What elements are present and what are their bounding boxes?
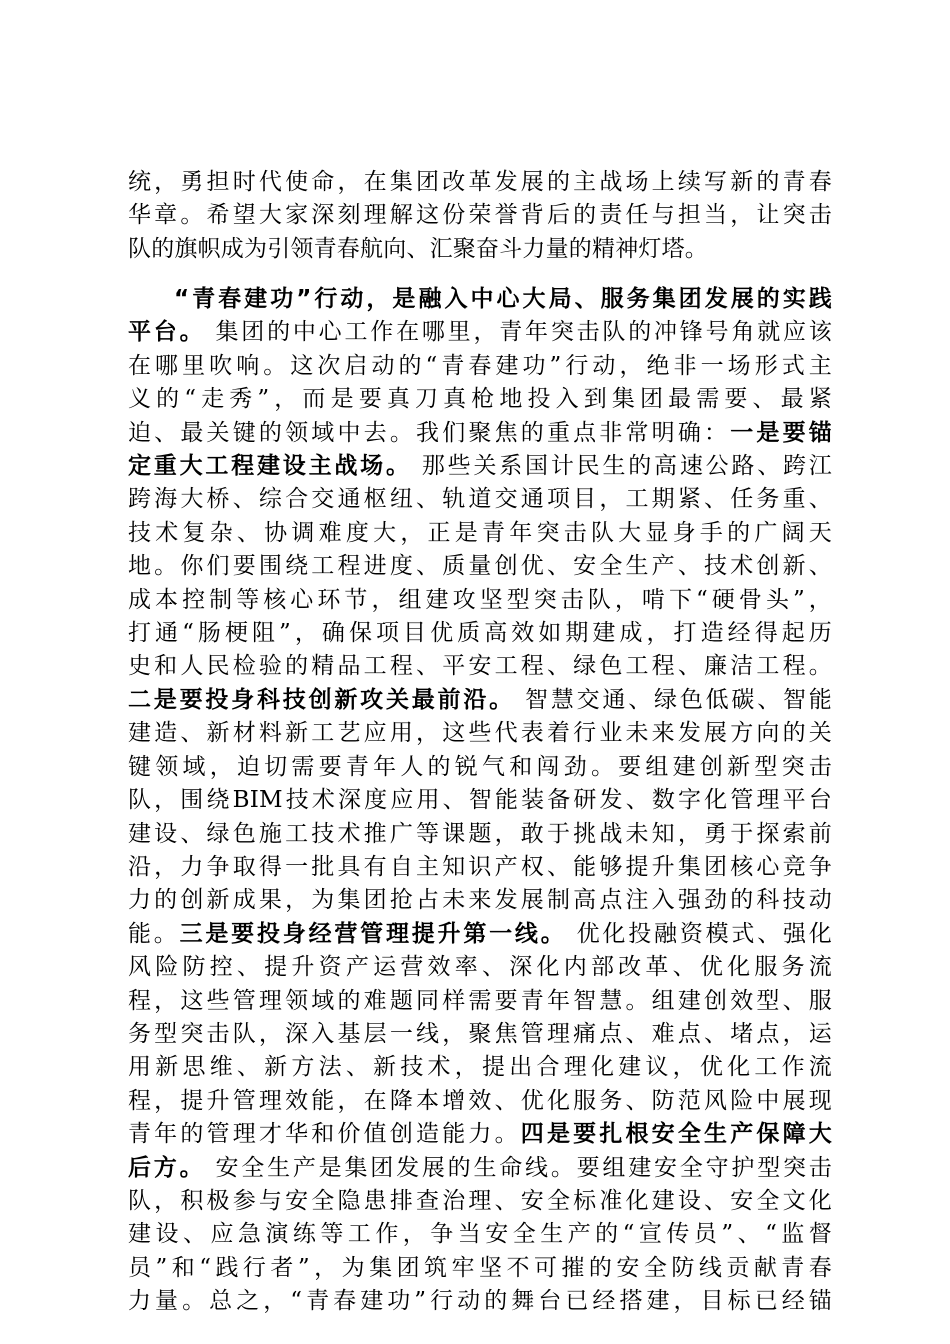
text-line: 程，这些管理领域的难题同样需要青年智慧。组建创效型、服 [128, 987, 832, 1014]
text-line: 力的创新成果，为集团抢占未来发展制高点注入强劲的科技动 [128, 887, 832, 914]
body-text: 集团的中心工作在哪里，青年突击队的冲锋号角就应该 [215, 319, 832, 346]
text-line [128, 417, 832, 450]
paragraph-continuation [128, 166, 832, 266]
text-line: 在哪里吹响。这次启动的“青春建功”行动，绝非一场形式主 [128, 352, 832, 379]
text-line: 键领域，迫切需要青年人的锐气和闯劲。要组建创新型突击 [128, 753, 832, 780]
bold-heading: “青春建功”行动，是融入中心大局、服务集团发展的实践 [174, 286, 832, 312]
text-line: 队，积极参与安全隐患排查治理、安全标准化建设、安全文化 [128, 1187, 832, 1214]
text-line: 技术复杂、协调难度大，正是青年突击队大显身手的广阔天 [128, 519, 832, 546]
text-line: 队的旗帜成为引领青春航向、汇聚奋斗力量的精神灯塔。 [128, 235, 708, 262]
text-line: 义的“走秀”，而是要真刀真枪地投入到集团最需要、最紧 [128, 386, 832, 413]
text-line [128, 684, 832, 717]
bold-point-2: 二是要投身科技创新攻关最前沿。 [128, 686, 515, 713]
body-text: 优化投融资模式、强化 [576, 920, 833, 947]
text-line: 队，围绕BIM技术深度应用、智能装备研发、数字化管理平台 [128, 787, 832, 814]
text-line: 风险防控、提升资产运营效率、深化内部改革、优化服务流 [128, 954, 832, 981]
body-text: 那些关系国计民生的高速公路、跨江 [421, 453, 833, 480]
text-line: 华章。希望大家深刻理解这份荣誉背后的责任与担当，让突击 [128, 202, 832, 229]
bold-heading: 平台。 [128, 319, 206, 346]
bold-point-4: 后方。 [128, 1154, 206, 1181]
text-line: 统，勇担时代使命，在集团改革发展的主战场上续写新的青春 [128, 169, 832, 195]
paragraph-youth-action [128, 283, 832, 1319]
text-line: 史和人民检验的精品工程、平安工程、绿色工程、廉洁工程。 [128, 653, 832, 680]
text-line: 地。你们要围绕工程进度、质量创优、安全生产、技术创新、 [128, 553, 832, 580]
text-line [128, 1118, 832, 1151]
text-line: 用新思维、新方法、新技术，提出合理化建议，优化工作流 [128, 1054, 832, 1081]
text-line: 跨海大桥、综合交通枢纽、轨道交通项目，工期紧、任务重、 [128, 486, 832, 513]
bold-point-1: 定重大工程建设主战场。 [128, 453, 412, 480]
text-line [128, 1152, 832, 1185]
text-line: 员”和“践行者”，为集团筑牢坚不可摧的安全防线贡献青春 [128, 1254, 832, 1281]
text-line: 建造、新材料新工艺应用，这些代表着行业未来发展方向的关 [128, 720, 832, 747]
text-line: 力量。总之，“青春建功”行动的舞台已经搭建，目标已经锚 [128, 1288, 832, 1315]
text-line: 建设、绿色施工技术推广等课题，敢于挑战未知，勇于探索前 [128, 820, 832, 847]
bold-point-3: 三是要投身经营管理提升第一线。 [179, 920, 567, 947]
text-line: 沿，力争取得一批具有自主知识产权、能够提升集团核心竞争 [128, 853, 832, 880]
text-line: 成本控制等核心环节，组建攻坚型突击队，啃下“硬骨头”， [128, 586, 832, 613]
body-text: 青年的管理才华和价值创造能力。 [128, 1121, 521, 1148]
text-line [128, 316, 832, 349]
bold-point-4: 四是要扎根安全生产保障大 [520, 1121, 832, 1148]
text-line [128, 450, 832, 483]
text-line: 程，提升管理效能，在降本增效、优化服务、防范风险中展现 [128, 1087, 832, 1114]
body-text: 安全生产是集团发展的生命线。要组建安全守护型突击 [215, 1154, 832, 1181]
text-line: 务型突击队，深入基层一线，聚焦管理痛点、难点、堵点，运 [128, 1020, 832, 1047]
bold-point-1: 一是要锚 [730, 419, 832, 446]
body-text: 迫、最关键的领域中去。我们聚焦的重点非常明确： [128, 419, 731, 446]
text-line [128, 918, 832, 951]
body-text: 能。 [128, 920, 180, 947]
text-line: 建设、应急演练等工作，争当安全生产的“宣传员”、“监督 [128, 1221, 832, 1248]
text-line: 打通“肠梗阻”，确保项目优质高效如期建成，打造经得起历 [128, 620, 832, 647]
text-line [128, 283, 832, 316]
body-text: 智慧交通、绿色低碳、智能 [525, 686, 832, 713]
